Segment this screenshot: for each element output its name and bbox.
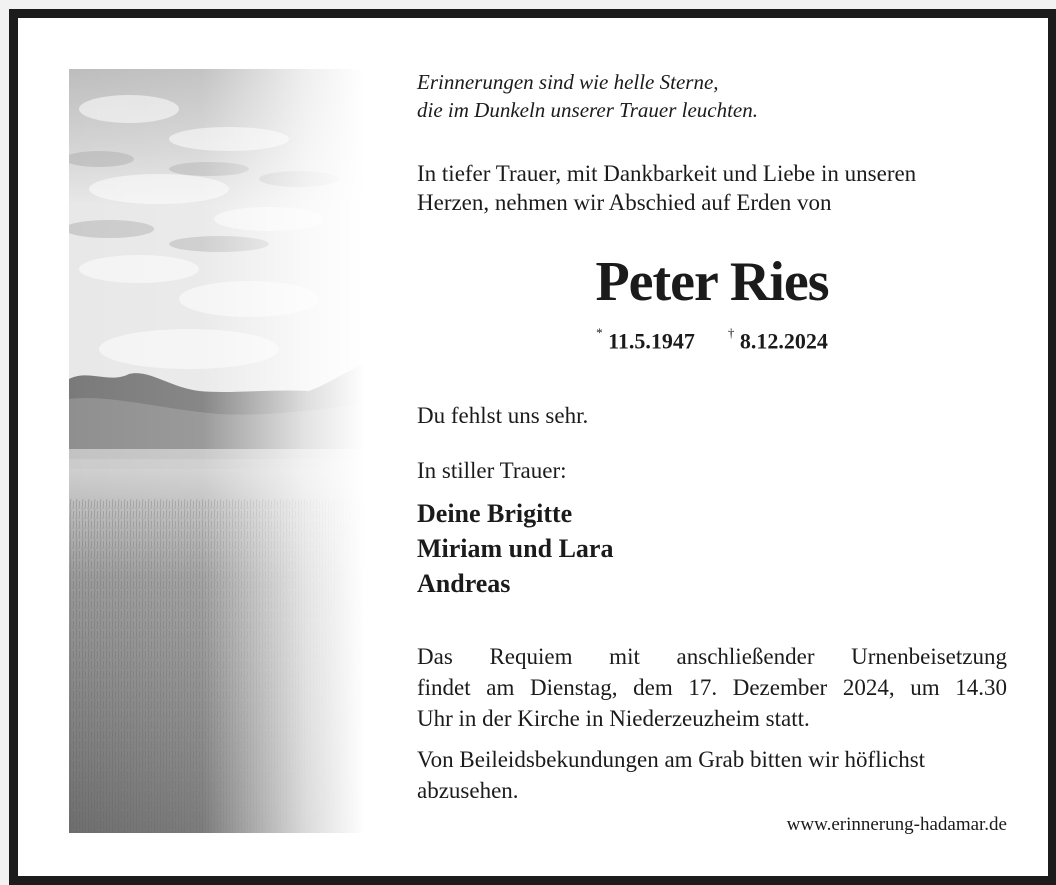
intro-line: Herzen, nehmen wir Abschied auf Erden von xyxy=(417,190,832,215)
quote-line: Erinnerungen sind wie helle Sterne, xyxy=(417,70,719,94)
requiem-line: Uhr in der Kirche in Niederzeuzheim statt. xyxy=(417,706,810,731)
requiem-line: findet am Dienstag, dem 17. Dezember 2024, um 14.30 xyxy=(417,675,1007,700)
birth-date: 11.5.1947 xyxy=(608,328,695,354)
condolence-line: Von Beileidsbekundungen am Grab bitten wir höflichst xyxy=(417,747,926,772)
requiem-line: Das Requiem mit anschließender Urnenbeisetzung xyxy=(417,644,1007,669)
farewell-intro xyxy=(417,159,1007,217)
life-dates xyxy=(417,321,1007,356)
obituary-frame xyxy=(9,9,1056,885)
landscape-photo xyxy=(69,69,365,833)
mourners-heading: In stiller Trauer: xyxy=(417,458,567,483)
deceased-name: Peter Ries xyxy=(595,251,829,313)
mourner-name: Deine Brigitte xyxy=(417,499,573,528)
mourner-name: Miriam und Lara xyxy=(417,534,614,563)
mourner-name: Andreas xyxy=(417,569,511,598)
birth-symbol: * xyxy=(596,325,603,340)
intro-line: In tiefer Trauer, mit Dankbarkeit und Liebe in unseren xyxy=(417,161,917,186)
website-link[interactable]: www.erinnerung-hadamar.de xyxy=(786,814,1007,835)
death-date: 8.12.2024 xyxy=(739,328,828,354)
requiem-notice xyxy=(417,641,1007,734)
memorial-quote xyxy=(417,68,1007,124)
quote-line: die im Dunkeln unserer Trauer leuchten. xyxy=(417,98,758,122)
condolence-line: abzusehen. xyxy=(417,778,519,803)
missed-text: Du fehlst uns sehr. xyxy=(417,403,589,428)
death-symbol: † xyxy=(727,325,735,340)
condolence-notice xyxy=(417,744,1007,806)
mourners-list xyxy=(417,496,1007,601)
